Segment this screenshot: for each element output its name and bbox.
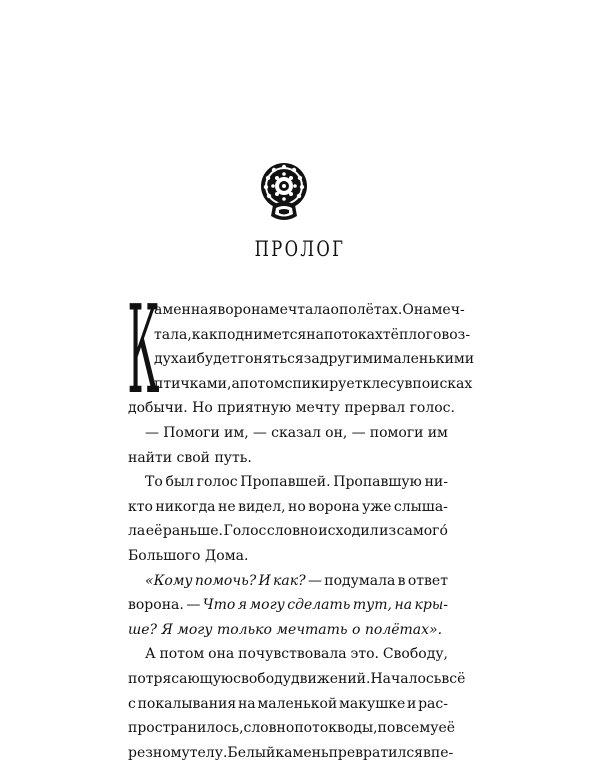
text-line: тала, как поднимется на потоках тёплого воз- (154, 326, 471, 343)
text-line: ше? Я могу только мечтать о полётах». (128, 621, 443, 638)
text-line: ла её раньше. Голос словно исходил из самого́ (128, 523, 448, 540)
text-line: пространилось, словно поток воды, по всему её (128, 720, 456, 737)
chapter-title: ПРОЛОГ (254, 237, 346, 261)
text-line: найти свой путь. (128, 449, 252, 466)
text-line: резному телу. Белый камень превратился в пе- (128, 744, 454, 761)
text-line: аменная ворона мечтала о полётах. Она меч- (154, 302, 465, 318)
text-line: — Помоги им, — сказал он, — помоги им (145, 424, 448, 441)
text-line: с покалывания на маленькой макушке и рас- (128, 695, 448, 712)
svg-text:К: К (127, 279, 160, 422)
text-line: птичками, а потом спикирует к лесу в поисках (154, 375, 473, 392)
text-line: Большого Дома. (128, 547, 249, 564)
ornament-icon (259, 158, 309, 226)
text-line: То был голос Пропавшей. Пропавшую ни- (145, 474, 448, 491)
text-line: ворона. — Что я могу сделать тут, на кры- (128, 597, 448, 614)
text-line: духа и будет гоняться за другими маленькими (154, 351, 475, 368)
text-line: А потом она почувствовала это. Свободу, (145, 646, 448, 663)
text-line: «Кому помочь? И как? — подумала в ответ (145, 572, 448, 589)
text-line: добычи. Но приятную мечту прервал голос. (128, 400, 455, 417)
body-text (128, 298, 475, 765)
text-line: потрясающую свободу движений. Началось всё (128, 670, 466, 687)
text-line: кто никогда не видел, но ворона уже слыша- (128, 498, 448, 515)
